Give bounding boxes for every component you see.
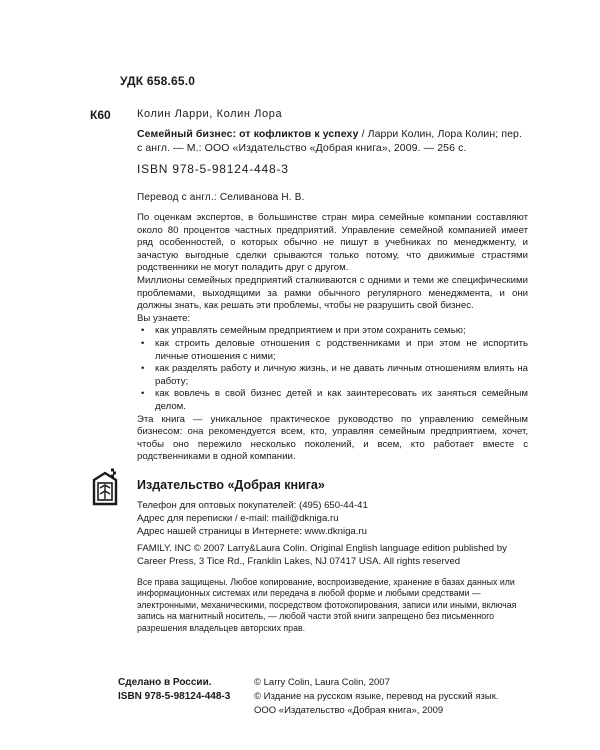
publisher-logo-icon bbox=[92, 468, 118, 506]
publisher-contacts bbox=[137, 500, 368, 538]
list-item: • как вовлечь в свой бизнес детей и как заинтересовать их заняться семейным делом. bbox=[137, 388, 528, 413]
copyright-edition: © Издание на русском языке, перевод на русский язык. bbox=[254, 691, 499, 702]
bbk-index: К60 bbox=[90, 108, 111, 122]
publisher-email: Адрес для переписки / e-mail: mail@dkniga.ru bbox=[137, 512, 339, 524]
isbn: ISBN 978-5-98124-448-3 bbox=[137, 162, 289, 176]
bibliographic-details: / Ларри Колин, Лора Колин; пер. с англ. — М.: ООО «Издательство «Добрая книга», 2009. — 256 с. bbox=[137, 128, 523, 154]
list-item: • как управлять семейным предприятием и при этом сохранить семью; bbox=[137, 325, 528, 338]
annotation-lead: Вы узнаете: bbox=[137, 312, 191, 324]
annotation-paragraph: Миллионы семейных предприятий сталкиваются с одними и теми же специфическими проблемами, выходящими за рамки обычного регулярного менеджмента, и они должны знать, как решать эти проблемы, чтобы не разрушить свой бизнес. bbox=[137, 274, 528, 312]
publisher-name: Издательство «Добрая книга» bbox=[137, 478, 325, 492]
copyright-authors: © Larry Colin, Laura Colin, 2007 bbox=[254, 677, 390, 688]
book-title: Семейный бизнес: от кофликтов к успеху bbox=[137, 128, 359, 140]
udc-code: УДК 658.65.0 bbox=[120, 74, 196, 88]
annotation-paragraph: По оценкам экспертов, в большинстве стран мира семейные компании составляют около 80 процентов частных предприятий. Управление семейной компанией имеет ряд особенностей, о которых обычно не пишут в учебниках по менеджменту, и зачастую выгодные сделки срываются только потому, что движимые страстями родственники не могут поладить друг с другом. bbox=[137, 212, 528, 274]
copyright-block bbox=[254, 676, 499, 718]
bibliographic-entry bbox=[137, 127, 527, 155]
isbn-footer: ISBN 978-5-98124-448-3 bbox=[118, 691, 231, 702]
benefits-list bbox=[137, 325, 528, 413]
publisher-website: Адрес нашей страницы в Интернете: www.dkniga.ru bbox=[137, 525, 367, 537]
original-copyright: FAMILY. INC © 2007 Larry&Laura Colin. Original English language edition published by Career Press, 3 Tice Rd., Franklin Lakes, NJ 07417 USA. All rights reserved bbox=[137, 543, 507, 567]
list-item: • как разделять работу и личную жизнь, и не давать личным отношениям влиять на работу; bbox=[137, 363, 528, 388]
list-item: • как строить деловые отношения с родственниками и при этом не испортить личные отношения с ними; bbox=[137, 338, 528, 363]
authors-line: Колин Ларри, Колин Лора bbox=[137, 108, 283, 120]
rights-notice: Все права защищены. Любое копирование, воспроизведение, хранение в базах данных или информационных системах или передача в любой форме и любыми средствами — электронными, механическими, посредством фотокопирования, записи или иными, включая запись на магнитный носитель, — любой части этой книги запрещено без письменного разрешения владельцев авторских прав. bbox=[137, 577, 517, 633]
copyright-publisher: ООО «Издательство «Добрая книга», 2009 bbox=[254, 705, 444, 716]
annotation bbox=[137, 212, 528, 464]
translator-credit: Перевод с англ.: Селиванова Н. В. bbox=[137, 192, 305, 203]
imprint-footer bbox=[118, 676, 230, 704]
annotation-paragraph: Эта книга — уникальное практическое руководство по управлению семейным бизнесом: она рекомендуется всем, кто, управляя семейным предприятием, хочет, чтобы оно пережило несколько поколений, и всем, кто работает вместе с родственниками в одной компании. bbox=[137, 413, 528, 463]
made-in-russia: Сделано в России. bbox=[118, 677, 212, 688]
publisher-phone: Телефон для оптовых покупателей: (495) 650-44-41 bbox=[137, 500, 368, 511]
